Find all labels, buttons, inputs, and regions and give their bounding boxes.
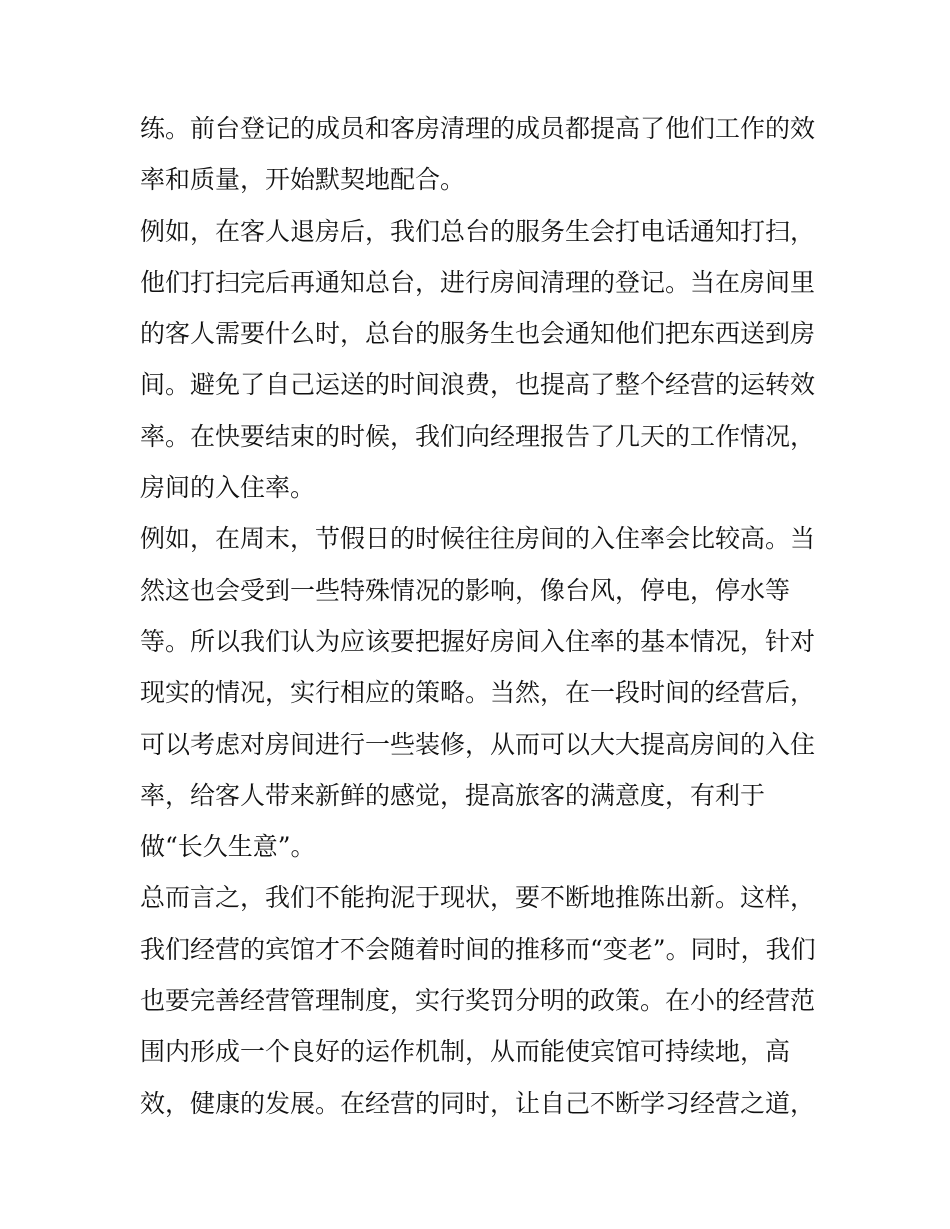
text-line: 率。在快要结束的时候，我们向经理报告了几天的工作情况， — [140, 421, 816, 451]
text-line: 可以考虑对房间进行一些装修，从而可以大大提高房间的入住 — [140, 729, 816, 759]
text-line: 练。前台登记的成员和客房清理的成员都提高了他们工作的效 — [140, 114, 816, 143]
text-line: 间。避免了自己运送的时间浪费，也提高了整个经营的运转效 — [140, 370, 816, 400]
text-line: 例如，在周末，节假日的时候往往房间的入住率会比较高。当 — [140, 524, 816, 554]
text-line: 房间的入住率。 — [140, 473, 316, 503]
text-line: 围内形成一个良好的运作机制，从而能使宾馆可持续地，高 — [140, 1037, 791, 1067]
text-line: 率和质量，开始默契地配合。 — [140, 165, 466, 195]
text-line: 例如，在客人退房后，我们总台的服务生会打电话通知打扫， — [140, 216, 816, 246]
text-line: 做“长久生意”。 — [140, 832, 316, 862]
text-line: 总而言之，我们不能拘泥于现状，要不断地推陈出新。这样， — [140, 883, 816, 913]
body-text — [140, 103, 840, 1129]
text-line: 我们经营的宾馆才不会随着时间的推移而“变老”。同时，我们 — [140, 934, 816, 964]
text-line: 等。所以我们认为应该要把握好房间入住率的基本情况，针对 — [140, 626, 816, 656]
text-line: 率，给客人带来新鲜的感觉，提高旅客的满意度，有利于 — [140, 780, 766, 810]
text-line: 现实的情况，实行相应的策略。当然，在一段时间的经营后， — [140, 678, 816, 708]
text-line: 效，健康的发展。在经营的同时，让自己不断学习经营之道， — [140, 1088, 816, 1118]
text-line: 他们打扫完后再通知总台，进行房间清理的登记。当在房间里 — [140, 267, 816, 297]
text-line: 也要完善经营管理制度，实行奖罚分明的政策。在小的经营范 — [140, 986, 816, 1016]
text-line: 的客人需要什么时，总台的服务生也会通知他们把东西送到房 — [140, 319, 816, 349]
text-line: 然这也会受到一些特殊情况的影响，像台风，停电，停水等 — [140, 575, 791, 605]
